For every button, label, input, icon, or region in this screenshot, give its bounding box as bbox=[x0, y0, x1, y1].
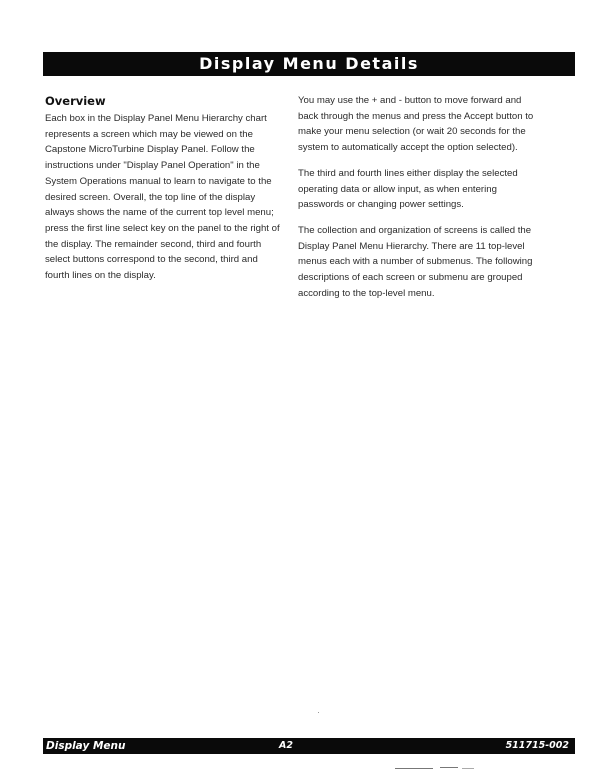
scan-artifact-dot bbox=[318, 712, 319, 713]
details-column bbox=[298, 93, 538, 311]
navigation-paragraph: You may use the + and - button to move forward and back through the menus and press the Accept button to make your menu selection (or wait 20 seconds for the system to automatically accept the option selected). bbox=[298, 95, 534, 154]
footer-page-number: A2 bbox=[279, 740, 293, 751]
footer-document-number: 511715-002 bbox=[505, 740, 569, 751]
data-lines-paragraph: The third and fourth lines either display the selected operating data or allow input, as when entering passwords or changing power settings. bbox=[298, 167, 518, 211]
scan-artifact-line bbox=[462, 768, 474, 769]
page-footer bbox=[43, 738, 575, 754]
scan-artifact-line bbox=[395, 768, 433, 769]
footer-section-name: Display Menu bbox=[46, 740, 126, 752]
hierarchy-paragraph: The collection and organization of screens is called the Display Panel Menu Hierarchy. There are 11 top-level menus each with a number of submenus. The following descriptions of each screen or submenu are grouped according to the top-level menu. bbox=[298, 224, 533, 299]
scan-artifact-line bbox=[440, 767, 458, 768]
overview-heading: Overview bbox=[45, 94, 106, 108]
overview-column bbox=[45, 93, 283, 294]
page-title: Display Menu Details bbox=[43, 52, 575, 76]
overview-paragraph: Each box in the Display Panel Menu Hierarchy chart represents a screen which may be viewed on the Capstone MicroTurbine Display Panel. Follow the instructions under "Display Panel Operation" in the System Operations manual to learn to navigate to the desired screen. Overall, the top line of the display always shows the name of the current top level menu; press the first line select key on the panel to the right of the display. The remainder second, third and fourth select buttons correspond to the second, third and fourth lines on the display. bbox=[45, 113, 280, 282]
